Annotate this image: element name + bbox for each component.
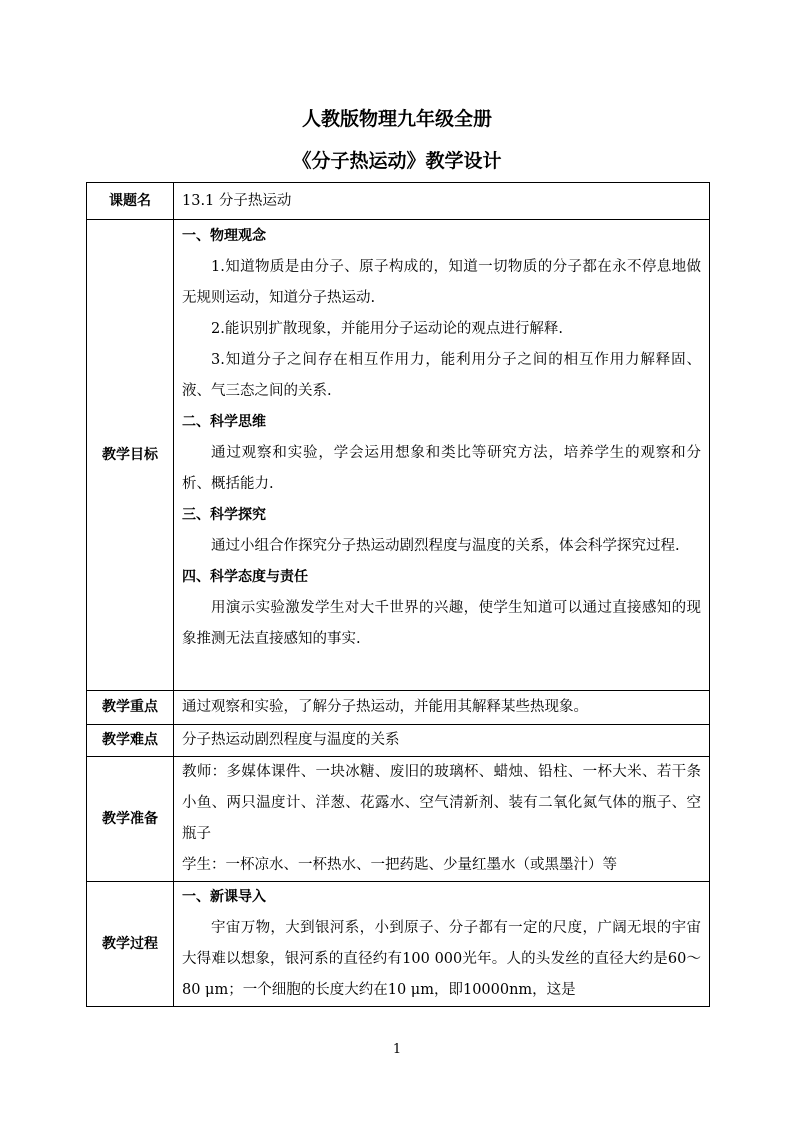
objectives-content xyxy=(174,220,710,691)
preparation-student: 学生：一杯凉水、一杯热水、一把药匙、少量红墨水（或黑墨汁）等 xyxy=(182,857,617,873)
process-label: 教学过程 xyxy=(87,882,174,1007)
topic-value: 13.1 分子热运动 xyxy=(174,183,710,220)
document-subtitle: 《分子热运动》教学设计 xyxy=(292,150,502,172)
key-points-row xyxy=(87,691,710,725)
objectives-heading-scientific-thinking: 二、科学思维 xyxy=(182,414,266,430)
key-points-value: 通过观察和实验，了解分子热运动，并能用其解释某些热现象。 xyxy=(174,691,710,725)
objectives-item-2: 2.能识别扩散现象，并能用分子运动论的观点进行解释. xyxy=(211,321,563,337)
objectives-label: 教学目标 xyxy=(87,220,174,691)
objectives-heading-scientific-inquiry: 三、科学探究 xyxy=(182,507,266,523)
objectives-heading-physics-concepts: 一、物理观念 xyxy=(182,228,266,244)
key-points-label: 教学重点 xyxy=(87,691,174,725)
topic-row xyxy=(87,183,710,220)
lesson-plan-table xyxy=(86,182,710,1007)
topic-label: 课题名 xyxy=(87,183,174,220)
objectives-item-1: 1.知道物质是由分子、原子构成的，知道一切物质的分子都在永不停息地做无规则运动，知道分子热运动. xyxy=(182,259,701,306)
process-content xyxy=(174,882,710,1007)
preparation-row xyxy=(87,757,710,882)
objectives-row xyxy=(87,220,710,691)
objectives-heading-attitude: 四、科学态度与责任 xyxy=(182,569,308,585)
objectives-inquiry-text: 通过小组合作探究分子热运动剧烈程度与温度的关系，体会科学探究过程. xyxy=(211,538,680,554)
process-row xyxy=(87,882,710,1007)
preparation-label: 教学准备 xyxy=(87,757,174,882)
process-heading-intro: 一、新课导入 xyxy=(182,889,266,905)
objectives-attitude-text: 用演示实验激发学生对大千世界的兴趣，使学生知道可以通过直接感知的现象推测无法直接感知的事实. xyxy=(182,600,701,647)
page-number: 1 xyxy=(392,1042,402,1057)
objectives-item-3: 3.知道分子之间存在相互作用力，能利用分子之间的相互作用力解释固、液、气三态之间的关系. xyxy=(182,352,701,399)
process-intro-text: 宇宙万物，大到银河系，小到原子、分子都有一定的尺度，广阔无垠的宇宙大得难以想象，银河系的直径约有100 000光年。人的头发丝的直径大约是60～80 μm；一个细胞的长度大约在10 μm，即10000nm，这是 xyxy=(182,920,701,998)
preparation-teacher: 教师：多媒体课件、一块冰糖、废旧的玻璃杯、蜡烛、铅柱、一杯大米、若干条小鱼、两只温度计、洋葱、花露水、空气清新剂、装有二氧化氮气体的瓶子、空瓶子 xyxy=(182,764,701,842)
difficulties-label: 教学难点 xyxy=(87,725,174,757)
difficulties-row xyxy=(87,725,710,757)
document-title: 人教版物理九年级全册 xyxy=(301,108,492,130)
objectives-thinking-text: 通过观察和实验，学会运用想象和类比等研究方法，培养学生的观察和分析、概括能力. xyxy=(182,445,701,492)
preparation-content xyxy=(174,757,710,882)
difficulties-value: 分子热运动剧烈程度与温度的关系 xyxy=(174,725,710,757)
